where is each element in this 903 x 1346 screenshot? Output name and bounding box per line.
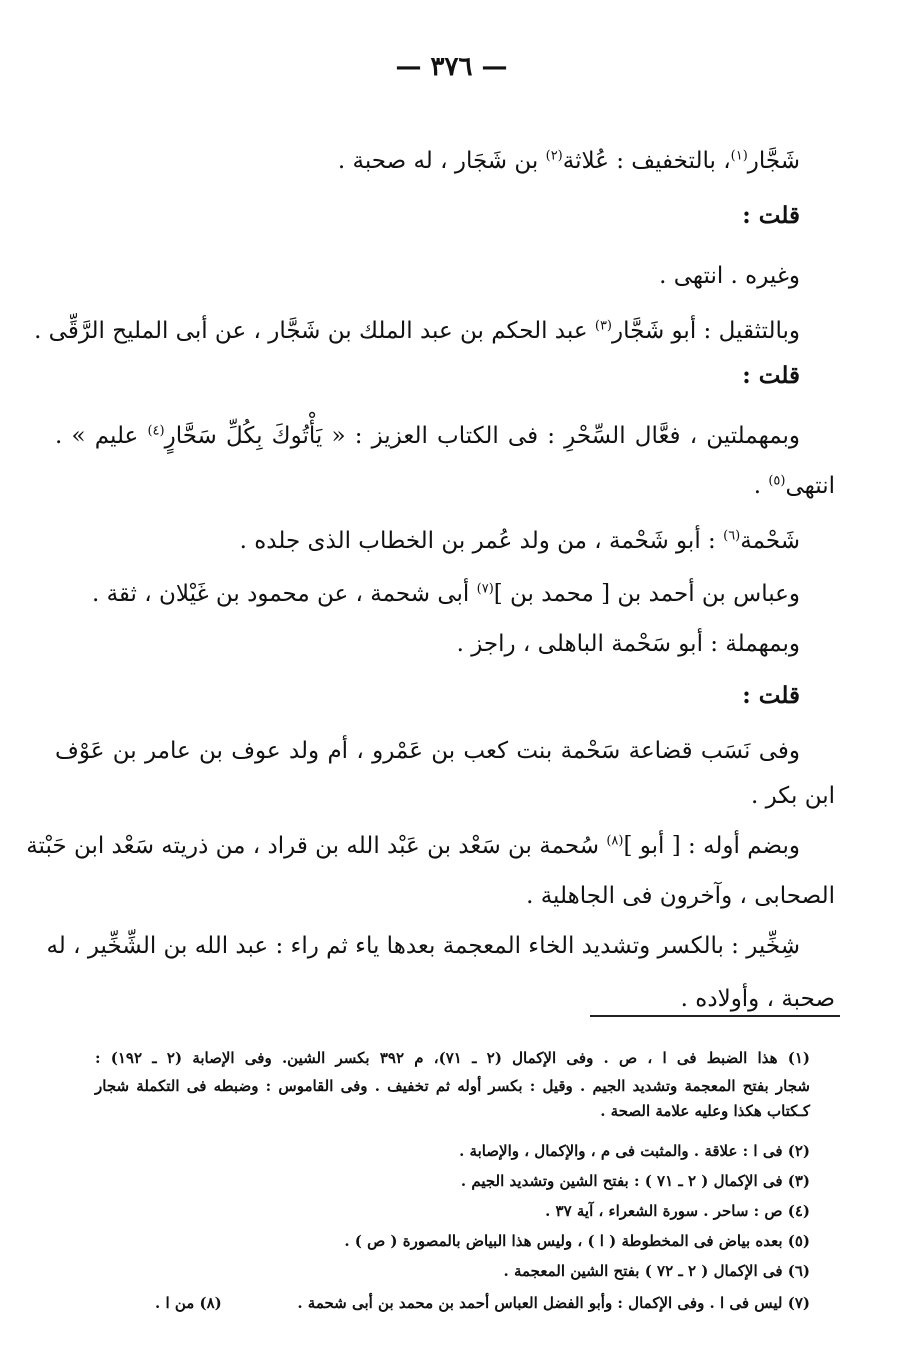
footnote-line: (٨) من ا . xyxy=(155,1294,222,1312)
text-line: ابن بكر . xyxy=(750,783,835,809)
text-line: شَجَّار$^{(١)}$، بالتخفيف : عُلاثة$^{(٢)}$ بن شَجَار ، له صحبة . xyxy=(337,148,800,174)
text-line: قلت : xyxy=(742,362,800,389)
text-line: وبمهملتين ، فعَّال السِّحْرِ : فى الكتاب العزيز : « يَأْتُوكَ بِكُلِّ سَحَّارٍ$^{(٤)}$ عليم » . xyxy=(55,423,800,449)
text-line: صحبة ، وأولاده . xyxy=(680,986,835,1012)
text-line: وبمهملة : أبو سَحْمة الباهلى ، راجز . xyxy=(456,631,800,657)
footnote-ref[interactable]: (٥) xyxy=(768,473,786,489)
text-line: شِخِّير : بالكسر وتشديد الخاء المعجمة بعدها ياء ثم راء : عبد الله بن الشِّخِّير ، له xyxy=(46,933,800,959)
text-line: وبضم أوله : [ أبو ]$^{(٨)}$ سُحمة بن سَعْد بن عَبْد الله بن قراد ، من ذريته سَعْد ابن حَبْتة xyxy=(26,833,800,859)
footnote-line: (٤) ص : ساحر . سورة الشعراء ، آية ٣٧ . xyxy=(545,1202,810,1220)
text-line: وفى نَسَب قضاعة سَحْمة بنت كعب بن عَمْرو ، أم ولد عوف بن عامر بن عَوْف xyxy=(55,738,800,764)
text-line: قلت : xyxy=(742,682,800,709)
footnote-ref[interactable]: (٦) xyxy=(723,528,741,544)
footnote-line: (٧) ليس فى ا . وفى الإكمال : وأبو الفضل العباس أحمد بن محمد بن أبى شحمة . xyxy=(297,1294,810,1312)
footnote-ref[interactable]: (٧) xyxy=(476,581,494,597)
text-line: وبالتثقيل : أبو شَجَّار$^{(٣)}$ عبد الحكم بن عبد الملك بن شَجَّار ، عن أبى المليح الرَّقِّى . xyxy=(34,318,800,344)
footnote-ref[interactable]: (٣) xyxy=(594,318,612,334)
footnote-line: (٦) فى الإكمال ( ٢ ـ ٧٢ ) بفتح الشين المعجمة . xyxy=(503,1262,810,1280)
footnote-line: (٢) فى ا : علاقة . والمثبت فى م ، والإكمال ، والإصابة . xyxy=(459,1142,810,1160)
text-line: انتهى$^{(٥)}$ . xyxy=(753,473,835,499)
footnote-line: (٣) فى الإكمال ( ٢ ـ ٧١ ) : بفتح الشين وتشديد الجيم . xyxy=(460,1172,810,1190)
footnote-ref[interactable]: (١) xyxy=(730,148,748,164)
text-line: قلت : xyxy=(742,202,800,229)
text-line: شَحْمة$^{(٦)}$ : أبو شَحْمة ، من ولد عُمر بن الخطاب الذى جلده . xyxy=(239,528,800,554)
footnote-line: (٥) بعده بياض فى المخطوطة ( ا ) ، وليس هذا البياض بالمصورة ( ص ) . xyxy=(344,1232,810,1250)
footnote-line: شجار بفتح المعجمة وتشديد الجيم . وقيل : بكسر أوله ثم تخفيف . وفى القاموس : وضبطه فى التكملة شجار xyxy=(95,1077,810,1095)
footnote-ref[interactable]: (٤) xyxy=(147,423,165,439)
text-line: وعباس بن أحمد بن [ محمد بن ]$^{(٧)}$ أبى شحمة ، عن محمود بن غَيْلان ، ثقة . xyxy=(91,581,800,607)
footnote-divider xyxy=(590,1015,840,1017)
footnote-ref[interactable]: (٨) xyxy=(606,833,624,849)
footnote-line: (١) هذا الضبط فى ا ، ص . وفى الإكمال (٢ ـ ٧١)، م ٣٩٢ بكسر الشين. وفى الإصابة (٢ ـ ١٩٢) : xyxy=(95,1049,810,1067)
footnote-line: كـكتاب هكذا وعليه علامة الصحة . xyxy=(600,1102,810,1120)
footnote-ref[interactable]: (٢) xyxy=(545,148,563,164)
page-number: — ٣٧٦ — xyxy=(395,52,508,82)
text-line: وغيره . انتهى . xyxy=(659,263,800,289)
text-line: الصحابى ، وآخرون فى الجاهلية . xyxy=(526,883,835,909)
